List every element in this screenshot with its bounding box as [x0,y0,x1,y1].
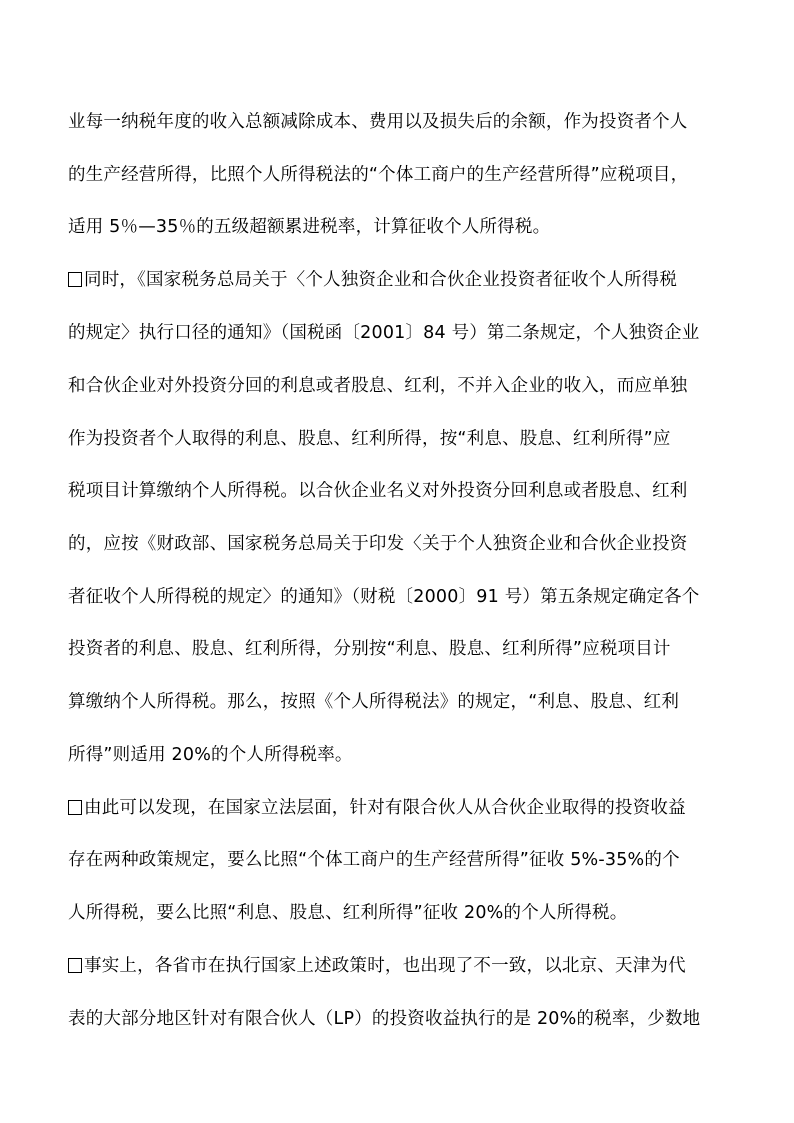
text-line: 所得”则适用 20%的个人所得税率。 [68,745,353,765]
text-line: 人所得税，要么比照“利息、股息、红利所得”征收 20%的个人所得税。 [68,903,628,923]
text-line: 的规定〉执行口径的通知》（国税函〔2001〕84 号）第二条规定，个人独资企业 [68,323,700,343]
paragraph-first-line [68,954,748,978]
checkbox-icon [68,272,82,287]
text-line: 和合伙企业对外投资分回的利息或者股息、红利，不并入企业的收入，而应单独 [68,376,688,396]
text-line: 事实上，各省市在执行国家上述政策时，也出现了不一致，以北京、天津为代 [84,956,686,976]
text-line: 适用 5％—35％的五级超额累进税率，计算征收个人所得税。 [68,217,551,237]
text-line: 的生产经营所得，比照个人所得税法的“个体工商户的生产经营所得”应税项目， [68,165,689,185]
text-line: 的，应按《财政部、国家税务总局关于印发〈关于个人独资企业和合伙企业投资 [68,534,688,554]
paragraph-first-line [68,268,748,292]
text-line: 投资者的利息、股息、红利所得，分别按“利息、股息、红利所得”应税项目计 [68,639,671,659]
text-line: 同时，《国家税务总局关于〈个人独资企业和合伙企业投资者征收个人所得税 [84,270,678,290]
checkbox-icon [68,800,82,815]
text-line: 表的大部分地区针对有限合伙人（LP）的投资收益执行的是 20%的税率，少数地 [68,1009,701,1029]
text-line: 算缴纳个人所得税。那么，按照《个人所得税法》的规定，“利息、股息、红利 [68,692,680,712]
text-line: 税项目计算缴纳个人所得税。以合伙企业名义对外投资分回利息或者股息、红利 [68,481,688,501]
text-line: 作为投资者个人取得的利息、股息、红利所得，按“利息、股息、红利所得”应 [68,429,671,449]
text-line: 由此可以发现，在国家立法层面，针对有限合伙人从合伙企业取得的投资收益 [84,798,686,818]
text-line: 者征收个人所得税的规定〉的通知》（财税〔2000〕91 号）第五条规定确定各个 [68,587,700,607]
checkbox-icon [68,958,82,973]
text-line: 业每一纳税年度的收入总额减除成本、费用以及损失后的余额，作为投资者个人 [68,112,688,132]
paragraph-first-line [68,796,748,820]
text-line: 存在两种政策规定，要么比照“个体工商户的生产经营所得”征收 5%-35%的个 [68,850,680,870]
